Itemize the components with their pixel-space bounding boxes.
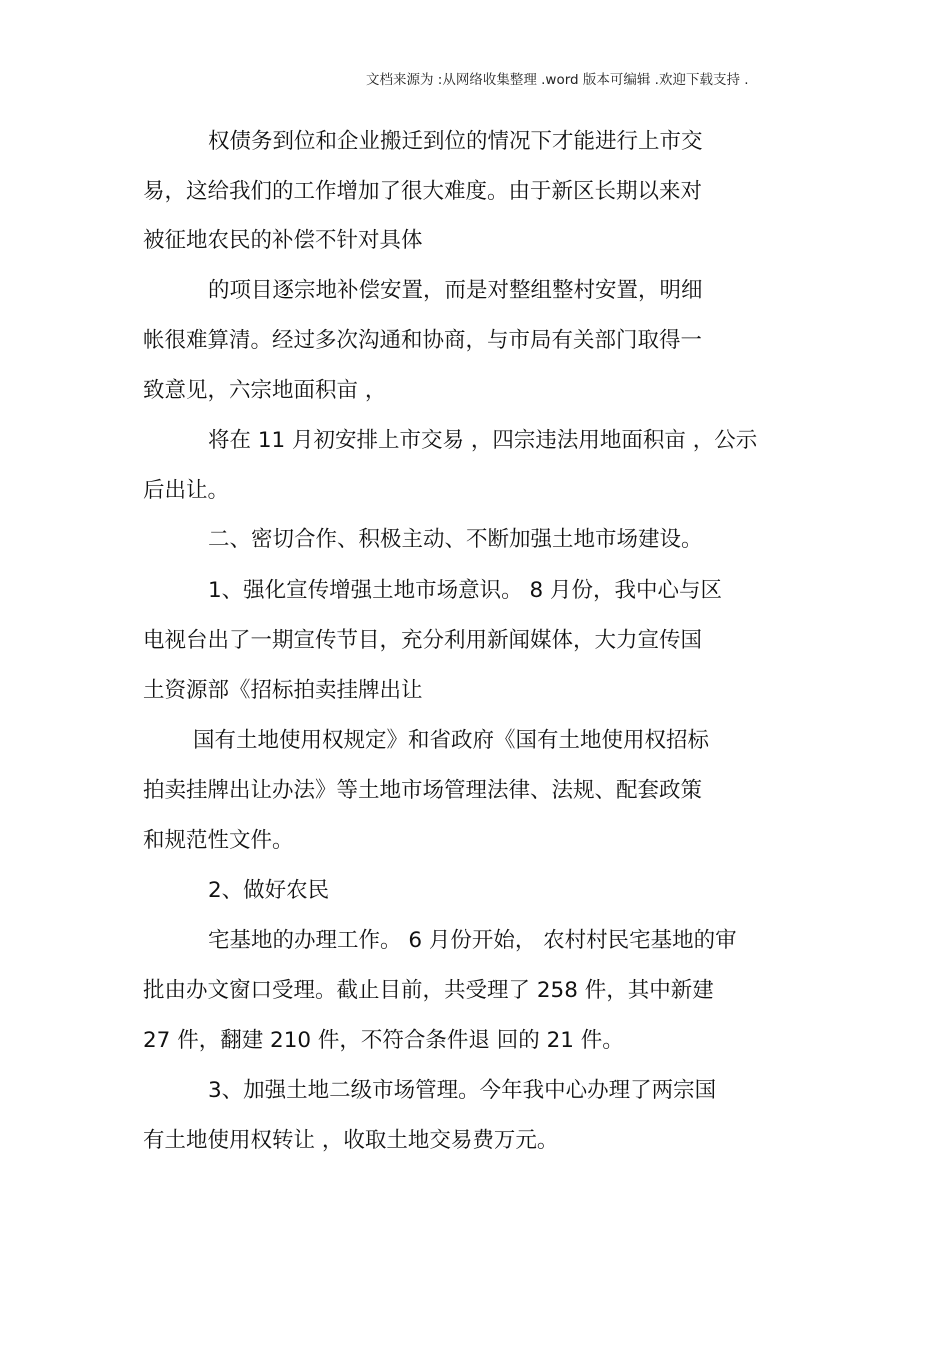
paragraph-line: 有土地使用权转让 ，收取土地交易费万元。 [143,1128,559,1153]
paragraph-line: 2、做好农民 [208,878,330,903]
paragraph-line: 批由办文窗口受理。截止目前，共受理了 258 件，其中新建 [143,978,714,1003]
paragraph-line: 27 件，翻建 210 件，不符合条件退 回的 21 件。 [143,1028,624,1053]
paragraph-line: 1、强化宣传增强土地市场意识。 8 月份，我中心与区 [208,578,723,603]
paragraph-line: 权债务到位和企业搬迁到位的情况下才能进行上市交 [208,129,703,154]
paragraph-line: 易，这给我们的工作增加了很大难度。由于新区长期以来对 [143,179,703,204]
paragraph-line: 致意见，六宗地面积亩 ， [143,378,387,403]
paragraph-line: 拍卖挂牌出让办法》等土地市场管理法律、法规、配套政策 [143,778,703,803]
paragraph-line: 3、加强土地二级市场管理。今年我中心办理了两宗国 [208,1078,717,1103]
paragraph-line: 被征地农民的补偿不针对具体 [143,228,423,253]
paragraph-line: 将在 11 月初安排上市交易 ，四宗违法用地面积亩 ，公示 [208,428,758,453]
paragraph-line: 帐很难算清。经过多次沟通和协商，与市局有关部门取得一 [143,328,703,353]
paragraph-line: 的项目逐宗地补偿安置，而是对整组整村安置，明细 [208,278,703,303]
paragraph-line: 宅基地的办理工作。 6 月份开始， 农村村民宅基地的审 [208,928,737,953]
header-note: 文档来源为 :从网络收集整理 .word 版本可编辑 .欢迎下载支持 . [366,72,749,88]
paragraph-line: 电视台出了一期宣传节目，充分利用新闻媒体，大力宣传国 [143,628,703,653]
paragraph-line: 后出让。 [143,478,230,503]
section-heading: 二、密切合作、积极主动、不断加强土地市场建设。 [208,527,703,552]
paragraph-line: 和规范性文件。 [143,828,294,853]
paragraph-line: 土资源部《招标拍卖挂牌出让 [143,678,423,703]
paragraph-line: 国有土地使用权规定》和省政府《国有土地使用权招标 [193,728,710,753]
